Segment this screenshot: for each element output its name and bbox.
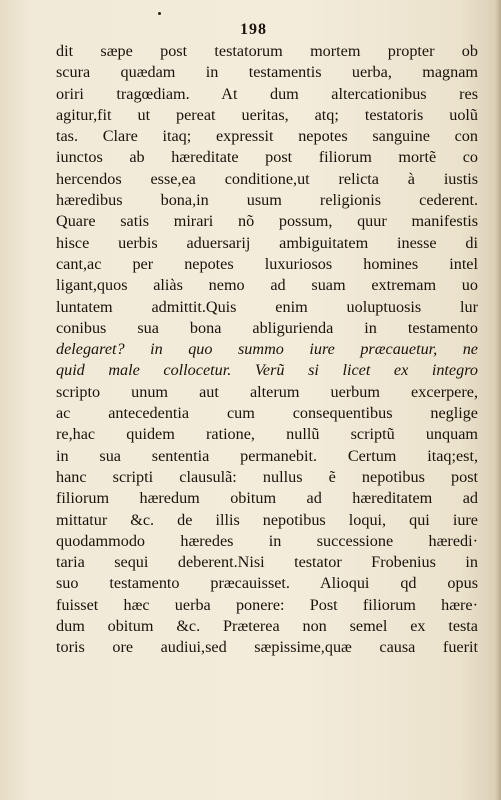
text-line: quodammodo hæredes in successione hæredi· [56,531,478,550]
text-line: delegaret? in quo summo iure præcauetur, ne [56,340,478,359]
text-line: conibus sua bona abligurienda in testamento [56,318,478,337]
text-line: toris ore audiui,sed sæpissime,quæ causa fuerit [56,638,478,657]
text-line: re,hac quidem ratione, nullũ scriptũ unquam [56,425,478,444]
text-line: dit sæpe post testatorum mortem propter ob [56,42,478,60]
text-line: ligant,quos aliàs nemo ad suam extremam uo [56,276,478,295]
text-line: oriri tragœdiam. At dum altercationibus res [56,84,478,103]
text-line: taria sequi deberent.Nisi testator Frobenius in [56,553,478,572]
page-number: 198 [240,21,267,38]
text-line: agitur,fit ut pereat ueritas, atq; testatoris uolũ [56,105,478,124]
page-edge-shadow [495,0,501,800]
body-text [56,41,478,659]
ink-speck [158,12,161,15]
text-line: scura quædam in testamentis uerba, magnam [56,63,478,82]
text-line: fuisset hæc uerba ponere: Post filiorum hære· [56,595,478,614]
text-line: suo testamento præcauisset. Alioqui qd opus [56,574,478,593]
text-line: hercendos esse,ea conditione,ut relicta à iustis [56,169,478,188]
text-line: ac antecedentia cum consequentibus neglige [56,404,478,423]
text-line: filiorum hæredum obitum ad hæreditatem ad [56,489,478,508]
text-line: Quare satis mirari nõ possum, quur manifestis [56,212,478,231]
text-line: mittatur &c. de illis nepotibus loqui, qui iure [56,510,478,529]
text-line: quid male collocetur. Verũ si licet ex integro [56,361,478,380]
text-line: cant,ac per nepotes luxuriosos homines intel [56,254,478,273]
text-line: tas. Clare itaq; expressit nepotes sanguine con [56,127,478,146]
text-line: hanc scripti clausulã: nullus ẽ nepotibus post [56,467,478,486]
text-line: hisce uerbis aduersarij ambiguitatem inesse di [56,233,478,252]
text-line: dum obitum &c. Præterea non semel ex testa [56,617,478,636]
text-line: hæredibus bona,in usum religionis cederent. [56,191,478,210]
text-line: luntatem admittit.Quis enim uoluptuosis lur [56,297,478,316]
text-line: iunctos ab hæreditate post filiorum mortẽ co [56,148,478,167]
text-line: in sua sententia permanebit. Certum itaq;est, [56,446,478,465]
text-line: scripto unum aut alterum uerbum excerpere, [56,382,478,401]
